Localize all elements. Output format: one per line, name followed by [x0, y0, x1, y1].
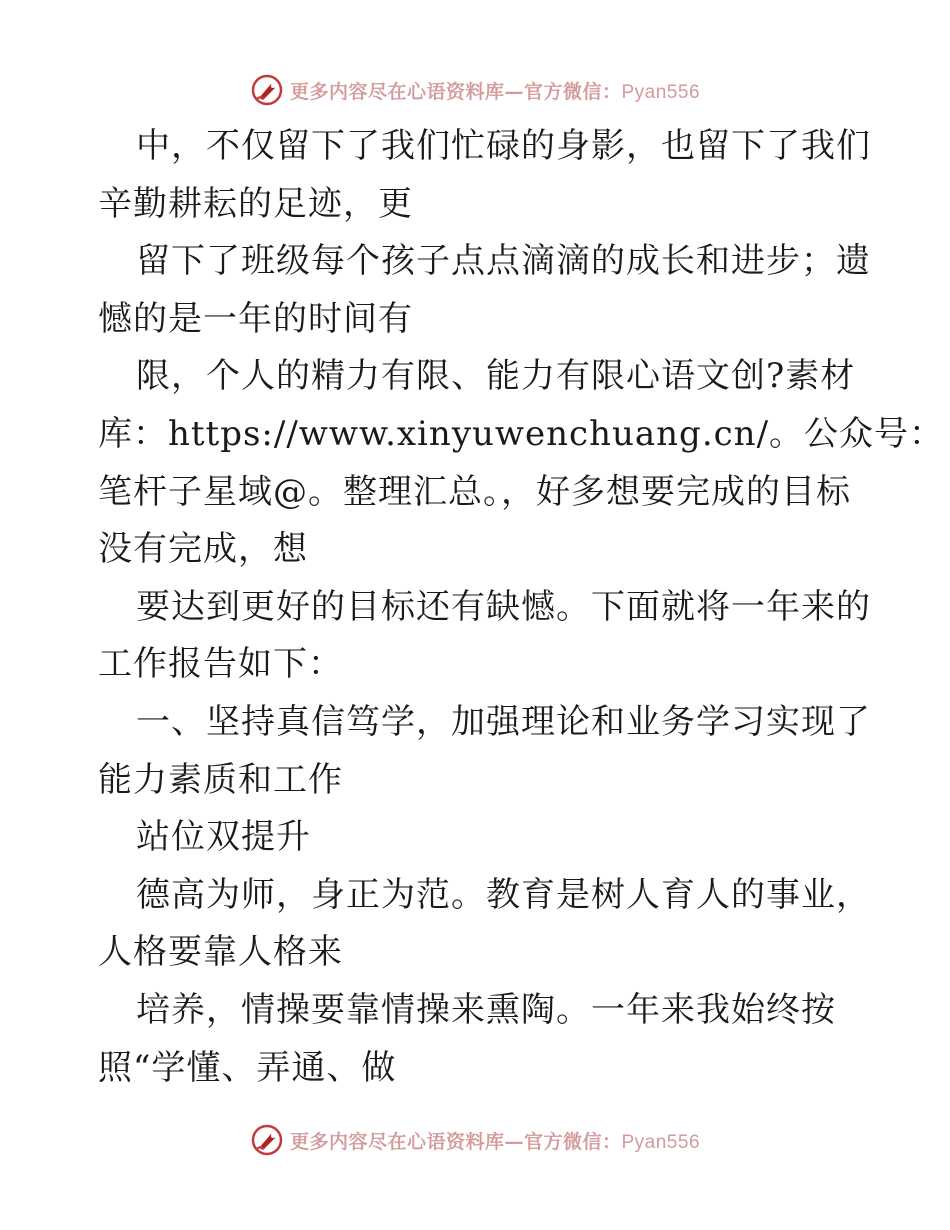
paragraph-line: 培养，情操要靠情操来熏陶。一年来我始终按 [136, 989, 836, 1030]
paragraph-line: 德高为师，身正为范。教育是树人育人的事业， [136, 874, 871, 915]
paragraph-line: 笔杆子星域@。整理汇总。，好多想要完成的目标 [98, 471, 851, 512]
section-heading-line: 站位双提升 [136, 817, 311, 858]
section-heading-line: 能力素质和工作 [98, 759, 343, 800]
paragraph-line: 没有完成，想 [98, 529, 308, 570]
paragraph-line: 照“学懂、弄通、做 [98, 1047, 397, 1088]
paragraph-line: 库：https://www.xinyuwenchuang.cn/。公众号： [98, 413, 945, 454]
paragraph-line: 人格要靠人格来 [98, 932, 343, 973]
footer-banner-text: 更多内容尽在心语资料库—官方微信：Pyan556 [289, 1130, 701, 1153]
section-heading-line: 一、坚持真信笃学，加强理论和业务学习实现了 [136, 701, 871, 742]
paragraph-line: 限，个人的精力有限、能力有限心语文创?素材 [136, 356, 856, 397]
paragraph-line: 憾的是一年的时间有 [98, 298, 413, 339]
paragraph-line: 留下了班级每个孩子点点滴滴的成长和进步；遗 [136, 241, 871, 282]
pen-nib-logo-icon [250, 73, 284, 107]
paragraph-line: 中，不仅留下了我们忙碌的身影，也留下了我们 [136, 126, 871, 166]
pen-nib-logo-icon [250, 1123, 284, 1157]
paragraph-line: 辛勤耕耘的足迹，更 [98, 183, 413, 224]
footer-banner [0, 1120, 950, 1160]
document-body [98, 118, 945, 1097]
header-banner [0, 70, 950, 110]
paragraph-line: 工作报告如下： [98, 644, 343, 685]
paragraph-line: 要达到更好的目标还有缺憾。下面就将一年来的 [136, 586, 871, 627]
header-banner-text: 更多内容尽在心语资料库—官方微信：Pyan556 [289, 80, 701, 103]
